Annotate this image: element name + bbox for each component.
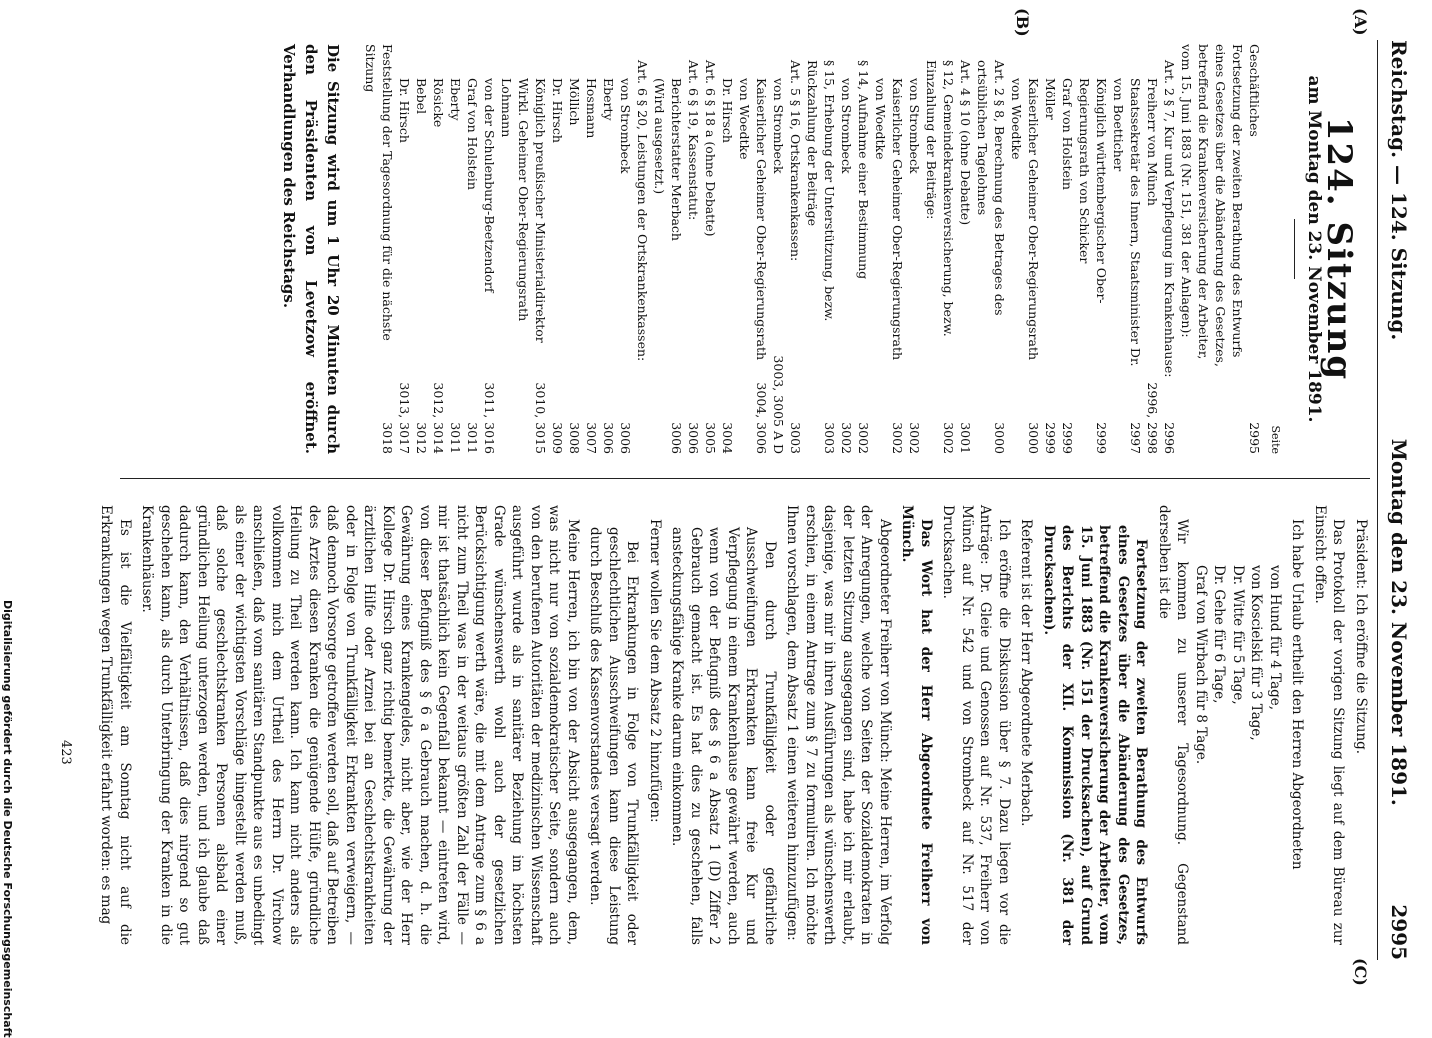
leave-entry: Graf von Wirbach für 8 Tage. (1193, 565, 1209, 765)
toc-entry-page: 3004, 3006 (754, 382, 770, 454)
paragraph: Referent ist der Herr Abgeordnete Merbach. (1018, 519, 1035, 827)
toc-entry-text: Fortsetzung der zweiten Berathung des Entwurfs eines Gesetzes über die Abänderung des Gesetzes, betreffend die Krankenversicherung der Arbeiter, vom 15. Juni 1883 (Nr. 151, 381 der Anlagen): (1179, 44, 1246, 367)
toc-entry (1111, 44, 1145, 454)
toc-entry-text: Berichterstatter Merbach (669, 78, 685, 241)
toc-entry (1247, 44, 1264, 454)
toc-entry (703, 44, 720, 454)
header-page-number: 2995 (1387, 904, 1411, 960)
leave-entry: von Koscielski für 3 Tage, (1248, 565, 1265, 741)
paragraph: Meine Herren, ich bin von der Absicht ausgegangen, dem, was nicht nur von sozialdemokratischer Seite, sondern auch von den berufenen Autoritäten der medizinischen Wissenschaft ausgeführt wurde als in sanitärer Beziehung im höchsten Grade wünschenswerth wohl auch der gesetzlichen Berücksichtigung werth wäre, die mit dem Antrage zum § 6 a nicht zum Theil was in der weitaus größten Zahl der Fälle — mir ist thatsächlich kein Gegenfall bekannt — eintreten wird, von dieser Befugniß des § 6 a Gebrauch machen, d. h. die Gewährung eines Krankengeldes, nicht aber, wie der Herr Kollege Dr. Hirsch ganz richtig bemerkte, die Gewährung der ärztlichen Hilfe oder Arznei bei an Geschlechtskrankheiten oder in Folge von Trunkfälligkeit Erkrankten verweigern, — daß dennoch Vorsorge getroffen werden soll, daß auf Betreiben des Arztes diesen Kranken die genügende Hülfe, gründliche Heilung zu Theil werden kann. Ich kann nicht anders als vollkommen mich dem Urtheil des Herrn Dr. Virchow anschließen, daß vom sanitären Standpunkte aus es unbedingt als einer der wichtigsten Vorschläge hingestellt werden muß, daß solche geschlechtskranken Personen alsbald einer gründlichen Heilung unterzogen werden, und ich glaube daß dadurch kann, den Verhältnissen, daß dies nirgend so gut geschehen kann, als durch Unterbringung der Kranken in die Krankenhäuser. (139, 505, 581, 945)
toc-entry-page: 3011 (465, 422, 481, 454)
paragraph: Das Protokoll der vorigen Sitzung liegt auf dem Büreau zur Einsicht offen. (1312, 505, 1347, 945)
opening-statement: Die Sitzung wird um 1 Uhr 20 Minuten durch den Präsidenten von Levetzow eröffnet. Verhandlungen des Reichstags. (280, 44, 343, 454)
toc-entry-page: 3009 (550, 422, 566, 454)
toc-entry-page: 3001 (958, 422, 974, 454)
toc-entry-text: § 12, Gemeindekrankenversicherung, bezw. Einzahlung der Beiträge: (924, 60, 957, 337)
toc-entry (601, 44, 618, 454)
margin-mark-a: (A) (1351, 8, 1370, 36)
toc-entry-page: 3012, 3014 (431, 382, 447, 454)
toc-entry (1145, 44, 1162, 454)
toc-entry-page: 3002 (890, 422, 906, 454)
toc-entry (567, 44, 584, 454)
toc-entry (958, 44, 975, 454)
toc-entry (1009, 44, 1043, 454)
toc-entry-page: 2999 (1060, 422, 1076, 454)
toc-entry (1179, 44, 1247, 454)
toc-entry (448, 44, 465, 454)
toc-entry-page: 3007 (584, 422, 600, 454)
toc-entry (550, 44, 567, 454)
toc-entry-text: Geschäftliches (1247, 44, 1263, 137)
toc-entry-page: 3002 (907, 422, 923, 454)
header-left: Reichstag. — 124. Sitzung. (1387, 40, 1411, 341)
toc-entry-page: 2997 (1128, 422, 1144, 454)
bottom-page-number: 423 (58, 740, 73, 765)
toc-entry (618, 44, 635, 454)
leave-entry: Dr. Gehe für 6 Tage, (1211, 565, 1228, 704)
toc-entry-page: 3003, 3005 A D (771, 355, 787, 454)
toc-entry (482, 44, 499, 454)
toc-entry-page: 3006 (601, 422, 617, 454)
toc-entry (652, 44, 669, 454)
toc-entry-text: Bebel (414, 78, 430, 114)
paragraph: Ich eröffne die Diskussion über § 7. Dazu liegen vor die Anträge: Dr. Gleie und Genossen auf Nr. 537, Freiherr von Münch auf Nr. 542 und von Strombeck auf Nr. 517 der Drucksachen. (940, 505, 1012, 945)
paragraph: Präsident: Ich eröffne die Sitzung. (1353, 519, 1369, 755)
toc-entry (465, 44, 482, 454)
toc-entry-page (635, 384, 652, 454)
toc-entry-page: 2999 (1043, 422, 1059, 454)
left-column (40, 44, 1370, 454)
paragraph: Abgeordneter Freiherr von Münch: Meine Herren, im Verfolg der Anregungen, welche von Seiten der Sozialdemokraten in der letzten Sitzung ausgegangen sind, habe ich mir erlaubt, dasjenige, was mir in ihren Ausführungen als wünschenswerth erschien, in einem Antrage zum § 7 zu formuliren. Ich möchte Ihnen vorschlagen, dem Absatz 1 einen weiteren hinzuzufügen: (784, 505, 893, 945)
toc-entry-text: Kaiserlicher Geheimer Ober-Regierungsrath von Woedtke (737, 78, 770, 361)
toc-entry-text: Eberty (601, 78, 617, 121)
toc-entry (686, 44, 703, 454)
toc-entry (771, 44, 788, 454)
session-title: 124. Sitzung (1319, 116, 1359, 382)
leave-entry: von Hund für 4 Tage, (1267, 565, 1283, 711)
paragraph: Das Wort hat der Herr Abgeordnete Freiherr von Münch. (899, 505, 934, 945)
toc-entry (907, 44, 924, 454)
toc-entry-page: 3011, 3016 (482, 382, 498, 454)
toc-entry-text: Dr. Hirsch (720, 78, 736, 143)
paragraph: Ferner wollen Sie dem Absatz 2 hinzufügen: (647, 519, 663, 823)
toc-entry-text: Freiherr von Münch (1145, 78, 1161, 206)
header-center: Montag den 23. November 1891. (1387, 438, 1411, 806)
toc-entry (856, 44, 873, 454)
toc-entry-text: Dr. Hirsch (397, 78, 413, 143)
toc-entry-page: 3003 (822, 422, 838, 454)
paragraph: Es ist die Vielfältigkeit am Sonntag nicht auf die Erkrankungen wegen Trunkfälligkeit erfahrt worden: es mag (98, 505, 133, 945)
toc-entry-text: Graf von Holstein (1060, 78, 1076, 190)
toc-entry-page: 3006 (686, 422, 702, 454)
toc-entry (414, 44, 431, 454)
paragraph: Wir kommen zu unserer Tagesordnung. Gegenstand derselben ist die (1156, 505, 1191, 945)
toc-entry (584, 44, 601, 454)
toc-entry (431, 44, 448, 454)
toc-entry (1060, 44, 1077, 454)
toc-entry-page: 3010, 3015 (533, 382, 549, 454)
toc-entry (975, 44, 1009, 454)
toc-entry-page: 2999 (1094, 422, 1110, 454)
toc-entry (499, 44, 550, 454)
toc-entry-text: von Strombeck (618, 78, 634, 174)
toc-entry-text: von Strombeck (907, 78, 923, 174)
toc-entry-page: 2995 (1247, 422, 1263, 454)
header-rule (1377, 40, 1378, 960)
toc-entry-page: 3013, 3017 (397, 382, 413, 454)
toc-entry-text: § 15, Erhebung der Unterstützung, bezw. Rückzahlung der Beiträge (805, 60, 838, 322)
table-of-contents (363, 44, 1264, 454)
leave-entry: Dr. Witte für 5 Tage, (1230, 565, 1246, 705)
toc-entry (1077, 44, 1111, 454)
toc-entry-page: 3011 (448, 422, 464, 454)
toc-entry-text: von Strombeck (839, 78, 855, 174)
toc-entry-text: (Wird ausgesetzt.) (652, 78, 668, 195)
toc-entry (788, 44, 805, 454)
toc-entry (635, 44, 652, 454)
toc-entry-text: Dr. Hirsch (550, 78, 566, 143)
quoted-amendment: Den durch Trunkfälligkeit oder gefährliche Ausschweifungen Erkrankten kann freie Kur und Verpflegung in einem Krankenhause gewährt werden, auch wenn von der Befugniß des § 6 a Absatz 1 (D) Ziffer 2 Gebrauch gemacht ist. Es hat dies zu geschehen, falls ansteckungsfähige Kranke darum einkommen. (669, 527, 778, 945)
toc-entry-text: von der Schulenburg-Beetzendorf (482, 78, 498, 293)
column-divider (120, 478, 1370, 479)
toc-entry-page: 3002 (941, 422, 957, 454)
agenda-item: Fortsetzung der zweiten Berathung des Entwurfs eines Gesetzes über die Abänderung des Gesetzes, betreffend die Krankenversicherung der Arbeiter, vom 15. Juni 1883 (Nr. 151 der Drucksachen), auf Grund des Berichts der XII. Kommission (Nr. 381 der Drucksachen). (1041, 525, 1150, 945)
toc-entry-text: Graf von Holstein (465, 78, 481, 190)
toc-entry-text: Art. 4 § 10 (ohne Debatte) (958, 60, 974, 226)
digitization-credit: Digitalisierung gefördert durch die Deutsche Forschungsgemeinschaft (1, 600, 14, 1038)
toc-entry (737, 44, 771, 454)
toc-entry-text: Eberty (448, 78, 464, 121)
toc-entry-page: 3006 (618, 422, 634, 454)
toc-entry (363, 44, 397, 454)
toc-entry-text: Staatssekretär des Innern, Staatsminister Dr. von Boetticher (1111, 78, 1144, 367)
quoted-amendment: Bei Erkrankungen in Folge von Trunkfälligkeit oder geschlechtlichen Ausschweifungen kann diese Leistung durch Beschluß des Kassenvorstandes versagt werden. (587, 527, 641, 945)
toc-seite-label: Seite (1269, 425, 1282, 454)
toc-entry-text: Rösicke (431, 78, 447, 128)
toc-entry-page: 3000 (1026, 422, 1042, 454)
toc-entry-text: Art. 5 § 16, Ortskrankenkassen: (788, 60, 804, 262)
toc-entry-text: Art. 2 § 8, Berechnung des Betrages des ortsüblichen Tagelohnes (975, 60, 1008, 316)
margin-mark-c: (C) (1351, 958, 1370, 986)
toc-entry-page: 2996 (1162, 422, 1178, 454)
toc-entry-text: § 14, Aufnahme einer Bestimmung (856, 60, 872, 280)
toc-entry-page: 3002 (839, 422, 855, 454)
toc-entry (839, 44, 856, 454)
toc-entry-page: 2996, 2998 (1145, 382, 1161, 454)
toc-entry-page: 3018 (380, 422, 396, 454)
toc-entry-text: Kaiserlicher Geheimer Ober-Regierungsrath von Woedtke (1009, 78, 1042, 361)
toc-entry-page: 3002 (856, 422, 872, 454)
toc-entry-text: Königlich preußischer Ministerialdirektor Wirkl. Geheimer Ober-Regierungsrath Lohmann (499, 78, 549, 343)
toc-entry-text: Möller (1043, 78, 1059, 120)
toc-entry-text: Feststellung der Tagesordnung für die nächste Sitzung (363, 44, 396, 341)
title-rule (1294, 219, 1295, 279)
toc-entry-page (652, 384, 669, 454)
toc-entry-page: 3004 (720, 422, 736, 454)
session-date: am Montag den 23. November 1891. (1304, 75, 1325, 423)
toc-entry-text: Kaiserlicher Geheimer Ober-Regierungsrath von Woedtke (873, 78, 906, 361)
toc-entry-text: Hosmann (584, 78, 600, 139)
leave-list (1192, 505, 1285, 945)
toc-entry-text: von Strombeck (771, 78, 787, 174)
toc-entry-page (1179, 384, 1247, 454)
toc-entry (805, 44, 839, 454)
toc-entry (669, 44, 686, 454)
toc-entry (397, 44, 414, 454)
toc-entry-page: 3005 (703, 422, 719, 454)
toc-entry-page: 3008 (567, 422, 583, 454)
toc-entry-page: 3000 (992, 422, 1008, 454)
toc-entry (924, 44, 958, 454)
margin-mark-b: (B) (1013, 8, 1032, 37)
toc-entry (1162, 44, 1179, 454)
toc-entry (873, 44, 907, 454)
toc-entry-text: Art. 6 § 19, Kassenstatut: (686, 60, 702, 221)
toc-entry-text: Art. 6 § 20, Leistungen der Ortskrankenkassen: (635, 60, 651, 362)
toc-entry-text: Art. 6 § 18 a (ohne Debatte) (703, 60, 719, 237)
running-header (1384, 40, 1414, 960)
paragraph: Ich habe Urlaub ertheilt den Herren Abgeordneten (1289, 519, 1306, 870)
toc-entry-text: Möllich (567, 78, 583, 126)
toc-entry-page: 3003 (788, 422, 804, 454)
toc-entry (720, 44, 737, 454)
toc-entry-page: 3006 (669, 422, 685, 454)
right-column (40, 505, 1370, 945)
toc-entry-text: Art. 2 § 7, Kur und Verpflegung im Krankenhause: (1162, 60, 1178, 378)
toc-entry-text: Königlich württembergischer Ober-Regierungsrath von Schicker (1077, 78, 1110, 304)
toc-entry (1043, 44, 1060, 454)
toc-entry-page: 3012 (414, 422, 430, 454)
